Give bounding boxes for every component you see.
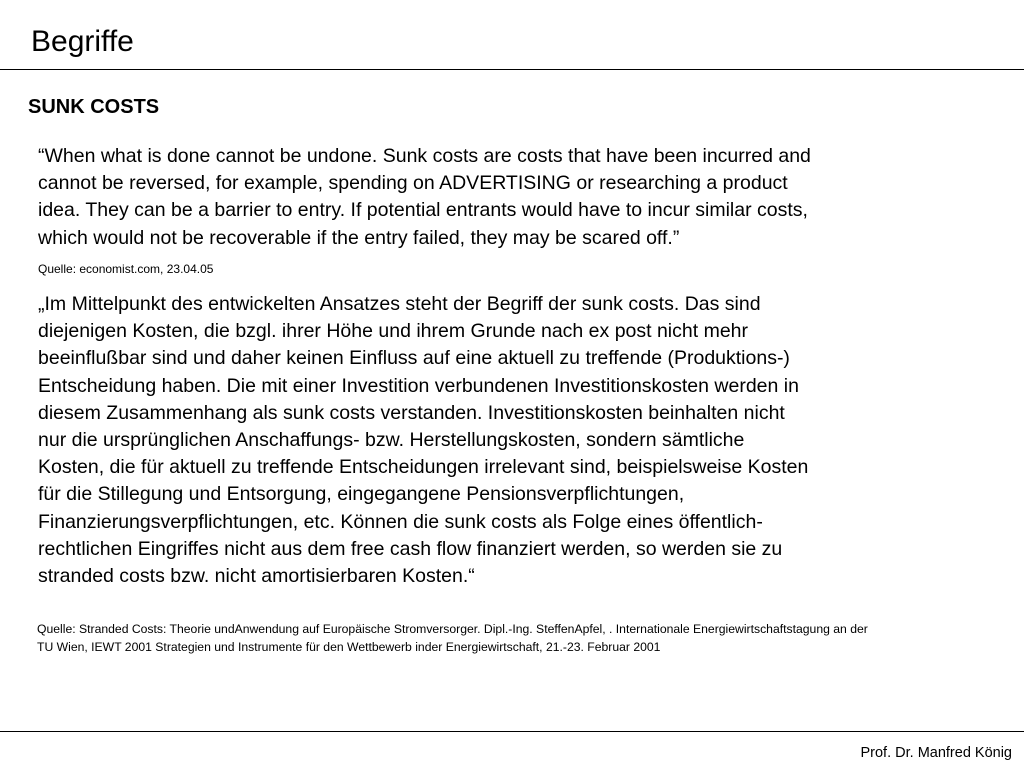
quote-line: Finanzierungsverpflichtungen, etc. Können die sunk costs als Folge eines öffentlich- <box>38 510 763 533</box>
quote-line: idea. They can be a barrier to entry. If potential entrants would have to incur similar costs, <box>38 199 808 222</box>
quote-line: “When what is done cannot be undone. Sunk costs are costs that have been incurred and <box>38 145 811 167</box>
quote-line: diejenigen Kosten, die bzgl. ihrer Höhe und ihrem Grunde nach ex post nicht mehr <box>38 320 748 343</box>
header-divider <box>0 69 1024 70</box>
quote-line: für die Stillegung und Entsorgung, eingegangene Pensionsverpflichtungen, <box>38 483 685 506</box>
footer-author: Prof. Dr. Manfred König <box>860 745 1012 761</box>
english-quote-source: Quelle: economist.com, 23.04.05 <box>38 262 214 276</box>
quote-line: Entscheidung haben. Die mit einer Investition verbundenen Investitionskosten werden in <box>38 374 799 397</box>
german-quote <box>38 291 808 590</box>
footer-divider <box>0 731 1024 732</box>
section-heading: SUNK COSTS <box>28 96 160 118</box>
english-quote <box>38 143 811 252</box>
quote-line: rechtlichen Eingriffes nicht aus dem free cash flow finanziert werden, so werden sie zu <box>38 537 783 560</box>
quote-line: cannot be reversed, for example, spending on ADVERTISING or researching a product <box>38 172 788 195</box>
source-line: Quelle: Stranded Costs: Theorie undAnwendung auf Europäische Stromversorger. Dipl.-Ing. SteffenApfel, . Internationale Energiewirtschaftstagung an der <box>37 622 868 636</box>
quote-line: stranded costs bzw. nicht amortisierbaren Kosten.“ <box>38 565 475 588</box>
quote-line: nur die ursprünglichen Anschaffungs- bzw. Herstellungskosten, sondern sämtliche <box>38 429 745 452</box>
quote-line: which would not be recoverable if the entry failed, they may be scared off.” <box>38 226 680 249</box>
source-line: TU Wien, IEWT 2001 Strategien und Instrumente für den Wettbewerb inder Energiewirtschaft, 21.-23. Februar 2001 <box>37 640 661 654</box>
quote-line: „Im Mittelpunkt des entwickelten Ansatzes steht der Begriff der sunk costs. Das sind <box>38 293 761 315</box>
page-title: Begriffe <box>31 25 134 58</box>
quote-line: diesem Zusammenhang als sunk costs verstanden. Investitionskosten beinhalten nicht <box>38 401 785 424</box>
german-quote-source <box>37 620 868 656</box>
quote-line: beeinflußbar sind und daher keinen Einfluss auf eine aktuell zu treffende (Produktions-) <box>38 347 790 370</box>
quote-line: Kosten, die für aktuell zu treffende Entscheidungen irrelevant sind, beispielsweise Kosten <box>38 456 809 479</box>
